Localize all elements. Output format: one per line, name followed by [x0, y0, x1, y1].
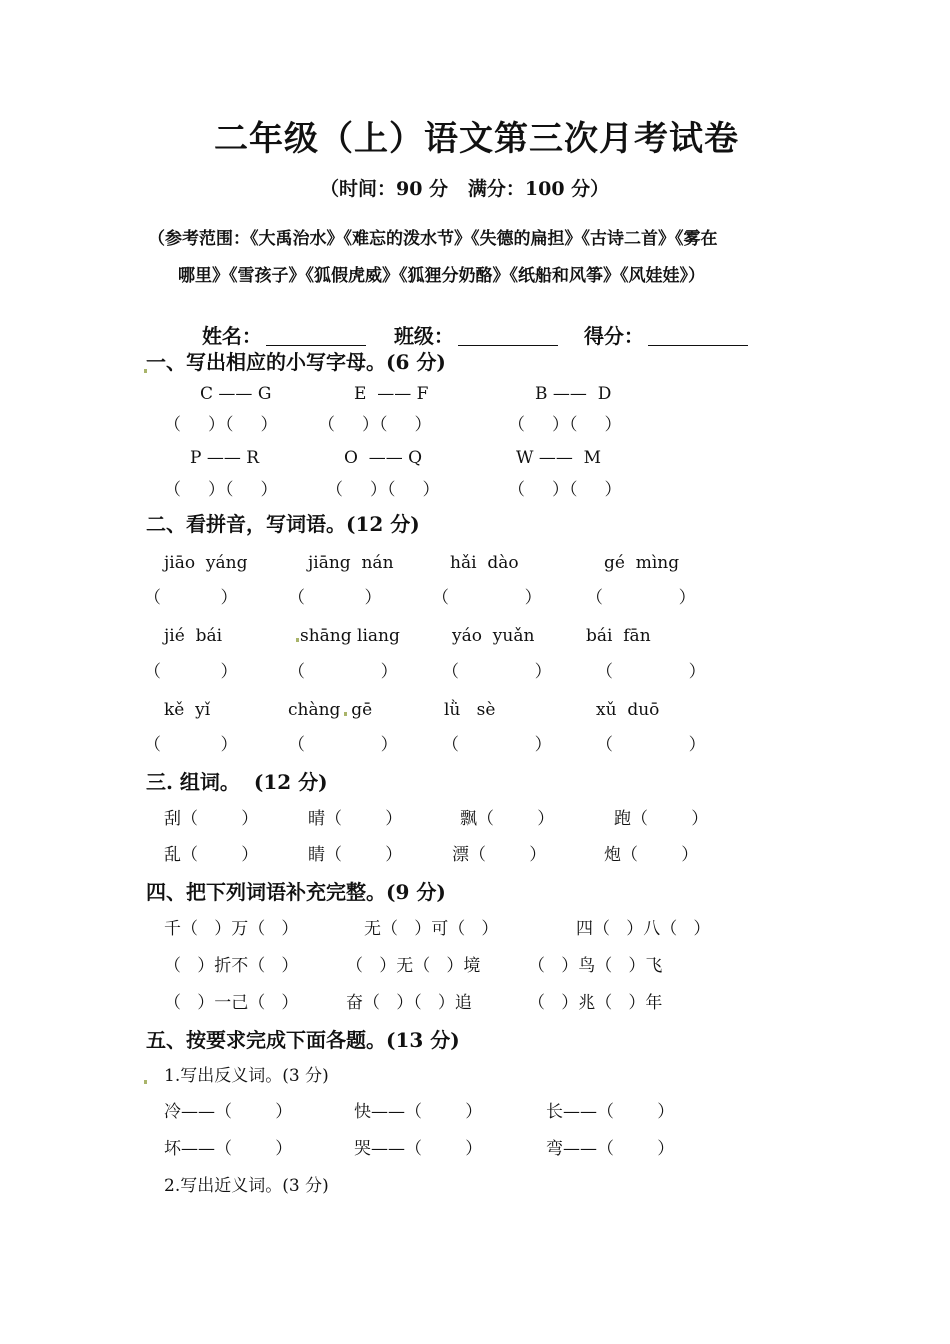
pinyin-prompt: jiāng nán: [308, 553, 394, 573]
pinyin-prompt: yáo yuǎn: [452, 626, 535, 646]
word-group-item[interactable]: 乱（ ）: [164, 845, 259, 865]
pinyin-prompt: hǎi dào: [450, 553, 519, 573]
word-answer-blank[interactable]: （ ）: [442, 735, 552, 755]
s1-answer-blanks[interactable]: （ ）（ ）: [508, 480, 622, 500]
pinyin-prompt: kě yǐ: [164, 700, 211, 720]
s1-answer-blanks[interactable]: （ ）（ ）: [326, 480, 440, 500]
word-answer-blank[interactable]: （ ）: [586, 588, 696, 608]
pinyin-prompt: xǔ duō: [596, 700, 660, 720]
idiom-item[interactable]: （ ）无（ ）境: [346, 956, 481, 976]
word-answer-blank[interactable]: （ ）: [144, 662, 238, 682]
name-blank[interactable]: [266, 325, 366, 346]
exam-subtitle: （时间：90 分 满分：100 分）: [320, 178, 610, 200]
s1-answer-blanks[interactable]: （ ）（ ）: [318, 415, 432, 435]
s1-answer-blanks[interactable]: （ ）（ ）: [508, 415, 622, 435]
word-answer-blank[interactable]: （ ）: [144, 588, 238, 608]
idiom-item[interactable]: 四（ ）八（ ）: [576, 919, 711, 939]
name-field[interactable]: [188, 305, 366, 346]
question-antonyms: 1.写出反义词。(3 分): [164, 1066, 329, 1086]
idiom-item[interactable]: （ ）折不（ ）: [164, 956, 299, 976]
antonym-item[interactable]: 弯——（ ）: [546, 1139, 675, 1159]
score-blank[interactable]: [648, 325, 748, 346]
antonym-item[interactable]: 快——（ ）: [354, 1102, 483, 1122]
antonym-item[interactable]: 冷——（ ）: [164, 1102, 293, 1122]
word-group-item[interactable]: 炮（ ）: [604, 845, 699, 865]
word-answer-blank[interactable]: （ ）: [288, 588, 382, 608]
word-group-item[interactable]: 漂（ ）: [452, 845, 547, 865]
score-label: 得分：: [583, 324, 644, 348]
idiom-item[interactable]: （ ）一己（ ）: [164, 993, 299, 1013]
antonym-item[interactable]: 长——（ ）: [546, 1102, 675, 1122]
word-answer-blank[interactable]: （ ）: [288, 662, 398, 682]
scope-line-2: 哪里》《雪孩子》《狐假虎威》《狐狸分奶酪》《纸船和风筝》《风娃娃》）: [178, 266, 705, 286]
pinyin-prompt: gé mìng: [604, 553, 680, 573]
word-group-item[interactable]: 晴（ ）: [308, 809, 403, 829]
section2-heading: 二、看拼音，写词语。(12 分): [146, 512, 420, 536]
class-label: 班级：: [393, 324, 454, 348]
word-answer-blank[interactable]: （ ）: [144, 735, 238, 755]
name-label: 姓名：: [201, 324, 262, 348]
class-blank[interactable]: [458, 325, 558, 346]
word-answer-blank[interactable]: （ ）: [288, 735, 398, 755]
idiom-item[interactable]: 无（ ）可（ ）: [364, 919, 499, 939]
pinyin-prompt: lǜ sè: [444, 700, 496, 720]
word-answer-blank[interactable]: （ ）: [432, 588, 542, 608]
idiom-item[interactable]: （ ）兆（ ）年: [528, 993, 663, 1013]
pinyin-prompt: chàng gē: [288, 700, 373, 720]
s1-pair: C —— G: [200, 384, 272, 404]
s1-answer-blanks[interactable]: （ ）（ ）: [164, 415, 278, 435]
idiom-item[interactable]: 奋（ ）（ ）追: [346, 993, 472, 1013]
class-field[interactable]: [380, 305, 558, 346]
exam-title: 二年级（上）语文第三次月考试卷: [214, 119, 739, 159]
speck-mark: [296, 638, 299, 642]
word-answer-blank[interactable]: （ ）: [596, 735, 706, 755]
section1-heading: 一、写出相应的小写字母。(6 分): [146, 350, 446, 374]
scope-line-1: （参考范围：《大禹治水》《难忘的泼水节》《失德的扁担》《古诗二首》《雾在: [148, 229, 718, 249]
word-group-item[interactable]: 刮（ ）: [164, 809, 259, 829]
s1-pair: O —— Q: [344, 448, 423, 468]
s1-answer-blanks[interactable]: （ ）（ ）: [164, 480, 278, 500]
pinyin-prompt: jiāo yáng: [164, 553, 248, 573]
s1-pair: B —— D: [535, 384, 612, 404]
pinyin-prompt: jié bái: [164, 626, 223, 646]
pinyin-prompt: shāng liang: [300, 626, 400, 646]
word-answer-blank[interactable]: （ ）: [596, 662, 706, 682]
s1-pair: P —— R: [190, 448, 260, 468]
score-field[interactable]: [570, 305, 748, 346]
idiom-item[interactable]: 千（ ）万（ ）: [164, 919, 299, 939]
idiom-item[interactable]: （ ）鸟（ ）飞: [528, 956, 663, 976]
section4-heading: 四、把下列词语补充完整。(9 分): [146, 880, 446, 904]
word-answer-blank[interactable]: （ ）: [442, 662, 552, 682]
s1-pair: E —— F: [354, 384, 429, 404]
question-synonyms: 2.写出近义词。(3 分): [164, 1176, 329, 1196]
antonym-item[interactable]: 哭——（ ）: [354, 1139, 483, 1159]
speck-mark: [144, 1080, 147, 1084]
word-group-item[interactable]: 飘（ ）: [460, 809, 555, 829]
word-group-item[interactable]: 睛（ ）: [308, 845, 403, 865]
section3-heading: 三. 组词。 (12 分): [146, 770, 328, 794]
pinyin-prompt: bái fān: [586, 626, 651, 646]
word-group-item[interactable]: 跑（ ）: [614, 809, 709, 829]
antonym-item[interactable]: 坏——（ ）: [164, 1139, 293, 1159]
s1-pair: W —— M: [516, 448, 602, 468]
section5-heading: 五、按要求完成下面各题。(13 分): [146, 1028, 460, 1052]
